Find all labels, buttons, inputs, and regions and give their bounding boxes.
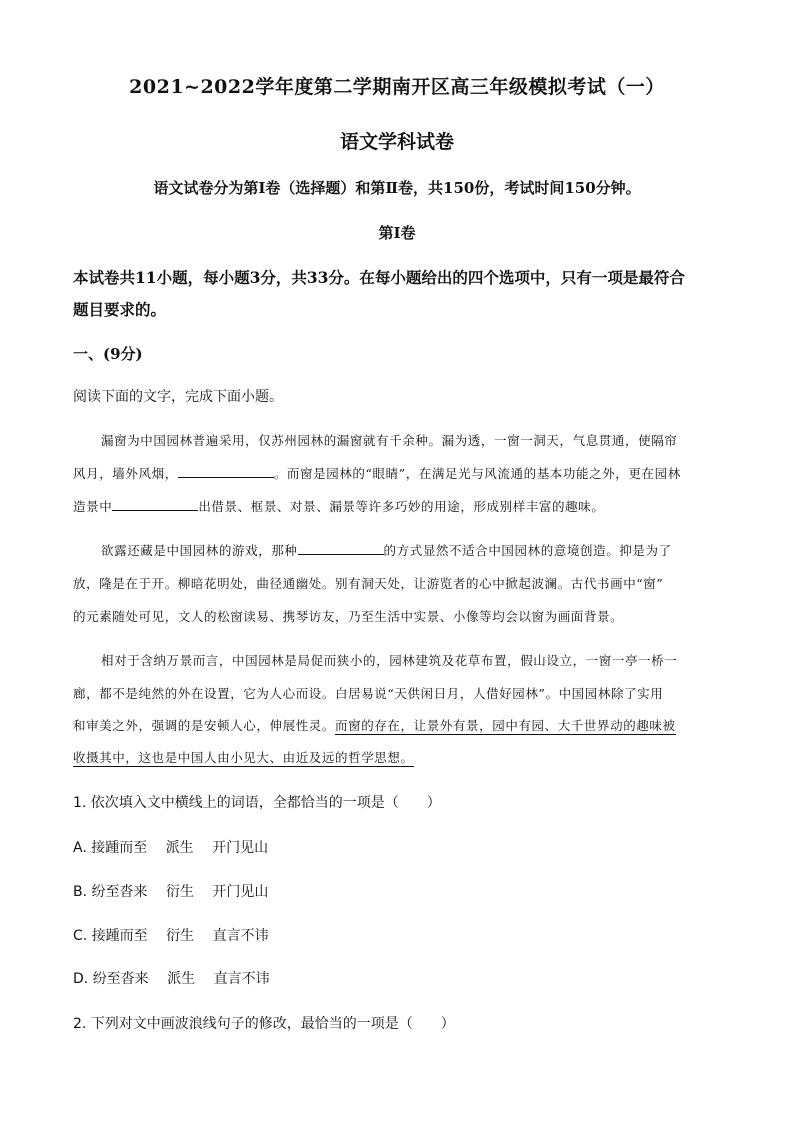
passage-text: 风月，墙外风烟， [73,466,178,481]
passage-p3-line-1: 相对于含纳万景而言，中国园林是局促而狭小的，园林建筑及花草布置，假山设立，一窗一亭一桥一 [101,653,678,668]
option-letter: B. [73,884,88,900]
question-2-stem: 2. 下列对文中画波浪线句子的修改，最恰当的一项是（ ） [73,1016,455,1032]
option-word-3: 直言不讳 [213,971,270,987]
option-word-3: 开门见山 [212,840,269,856]
passage-p2-line-3: 的元素随处可见，文人的松窗读易、携琴访友，乃至生活中实景、小像等均会以窗为画面背景。 [73,609,624,624]
exam-title: 2021~2022学年度第二学期南开区高三年级模拟考试（一） [129,76,665,98]
question-1-option-d [73,968,270,988]
passage-text: 。而窗是园林的“眼睛”，在满足光与风流通的基本功能之外，更在园林 [273,466,681,481]
option-word-2: 派生 [167,971,196,987]
passage-text: 造景中 [73,499,113,514]
passage-text: 欲露还藏是中国园林的游戏，那种 [101,543,298,558]
option-word-3: 开门见山 [212,884,269,900]
reading-instruction: 阅读下面的文字，完成下面小题。 [73,389,283,405]
option-word-2: 派生 [165,840,194,856]
passage-p2-line-1 [101,541,672,559]
option-word-2: 衍生 [166,928,195,944]
instructions-line-1: 本试卷共11小题，每小题3分，共33分。在每小题给出的四个选项中，只有一项是最符合 [73,268,685,287]
passage-p1-line-2 [73,464,681,482]
question-1-option-a [73,837,268,857]
option-word-1: 接踵而至 [91,840,148,856]
option-letter: D. [73,971,89,987]
wavy-underlined-sentence: 收摄其中，这也是中国人由小见大、由近及远的哲学思想。 [73,750,414,765]
passage-p3-line-4 [73,748,414,766]
passage-text: 的方式显然不适合中国园林的意境创造。抑是为了 [383,543,672,558]
passage-p3-line-2: 廊，都不是纯然的外在设置，它为人心而设。白居易说“天供闲日月，人借好园林”。中国园林除了实用 [73,686,664,701]
option-word-1: 纷至沓来 [91,884,148,900]
option-word-2: 衍生 [165,884,194,900]
passage-text: 出借景、框景、对景、漏景等许多巧妙的用途，形成别样丰富的趣味。 [198,499,605,514]
fill-blank-1 [178,466,274,478]
option-word-1: 接踵而至 [91,928,148,944]
option-word-3: 直言不讳 [212,928,269,944]
option-letter: C. [73,928,88,944]
exam-subtitle: 语文学科试卷 [339,131,454,153]
volume-heading: 第Ⅰ卷 [378,224,416,242]
passage-p3-line-3 [73,716,676,734]
passage-p1-line-1: 漏窗为中国园林普遍采用，仅苏州园林的漏窗就有千余种。漏为透，一窗一洞天，气息贯通，使隔帘 [101,433,678,448]
fill-blank-3 [298,543,384,555]
option-word-1: 纷至沓来 [92,971,149,987]
passage-p1-line-3 [73,497,604,515]
passage-p2-line-2: 放，隆是在于开。柳暗花明处，曲径通幽处。别有洞天处，让游览者的心中掀起波澜。古代书画中“窗” [73,576,664,591]
question-1-option-c [73,925,269,945]
section-heading: 一、(9分) [73,345,143,363]
instructions-line-2: 题目要求的。 [73,300,167,319]
option-letter: A. [73,840,87,856]
fill-blank-2 [112,499,198,511]
question-1-option-b [73,881,268,901]
question-1-stem: 1. 依次填入文中横线上的词语，全都恰当的一项是（ ） [73,795,441,811]
wavy-underlined-sentence: 而窗的存在，让景外有景，园中有园、大千世界动的趣味被 [335,718,676,733]
passage-text: 和审美之外，强调的是安顿人心，伸展性灵。 [73,718,336,733]
exam-intro: 语文试卷分为第Ⅰ卷（选择题）和第Ⅱ卷，共150份，考试时间150分钟。 [153,179,641,197]
